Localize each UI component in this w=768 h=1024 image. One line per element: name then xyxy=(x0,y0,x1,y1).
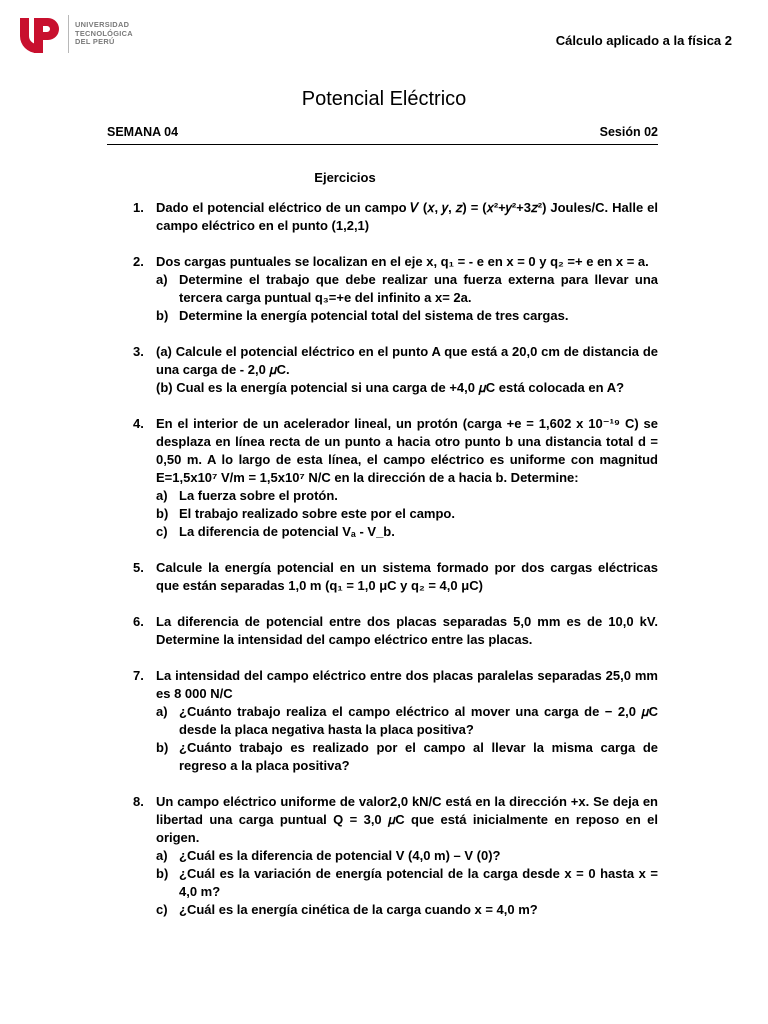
sub-question-text: Determine la energía potencial total del sistema de tres cargas. xyxy=(179,308,569,323)
exercise-text: La intensidad del campo eléctrico entre dos placas paralelas separadas 25,0 mm es 8 000 N/C xyxy=(156,668,658,701)
sub-question xyxy=(156,901,658,919)
sub-question-letter: b) xyxy=(156,866,169,881)
exercise-number: 4. xyxy=(133,416,144,431)
logo-line: DEL PERÚ xyxy=(75,37,115,47)
document-title: Potencial Eléctrico xyxy=(301,88,467,110)
exercise-number: 7. xyxy=(133,668,144,683)
week-label: SEMANA 04 xyxy=(107,125,179,139)
sub-question-text: El trabajo realizado sobre este por el campo. xyxy=(179,506,455,521)
sub-question xyxy=(156,505,658,523)
exercise-item xyxy=(133,253,658,325)
sub-question-text: La diferencia de potencial Vₐ - V_b. xyxy=(179,524,395,539)
course-name: Cálculo aplicado a la física 2 xyxy=(555,33,732,48)
exercise-item xyxy=(133,343,658,397)
sub-question-letter: a) xyxy=(156,848,168,863)
sub-question xyxy=(156,271,658,307)
exercise-item xyxy=(133,613,658,649)
sub-question-letter: b) xyxy=(156,740,169,755)
sub-question-text: ¿Cuál es la energía cinética de la carga cuando x = 4,0 m? xyxy=(179,902,538,917)
sub-question xyxy=(156,847,658,865)
exercise-text: Calcule la energía potencial en un sistema formado por dos cargas eléctricas que están separadas 1,0 m (q₁ = 1,0 μC y q₂ = 4,0 μC) xyxy=(156,560,658,593)
page-header xyxy=(0,0,768,70)
exercise-item xyxy=(133,667,658,775)
sub-question-text: ¿Cuál es la diferencia de potencial V (4,0 m) – V (0)? xyxy=(179,848,501,863)
exercise-text: Dado el potencial eléctrico de un campo 𝑉 (𝑥, 𝑦, 𝑧) = (𝑥²+𝑦²+3𝑧²) Joules/C. Halle el campo eléctrico en el punto (1,2,1) xyxy=(156,200,658,233)
session-label: Sesión 02 xyxy=(599,125,658,139)
sub-question-text: ¿Cuánto trabajo realiza el campo eléctrico al mover una carga de − 2,0 𝜇C desde la placa negativa hasta la placa positiva? xyxy=(179,704,658,737)
logo-line: UNIVERSIDAD xyxy=(75,20,130,30)
exercise-number: 5. xyxy=(133,560,144,575)
exercise-text: Dos cargas puntuales se localizan en el eje x, q₁ = - e en x = 0 y q₂ =+ e en x = a. xyxy=(156,254,649,269)
utp-logo-icon xyxy=(18,14,62,54)
exercise-item xyxy=(133,199,658,235)
sub-question-letter: b) xyxy=(156,308,169,323)
sub-question-text: La fuerza sobre el protón. xyxy=(179,488,338,503)
section-heading: Ejercicios xyxy=(314,170,376,185)
sub-question-letter: a) xyxy=(156,272,168,287)
exercise-item xyxy=(133,793,658,919)
exercise-number: 2. xyxy=(133,254,144,269)
exercise-item xyxy=(133,415,658,541)
utp-logo xyxy=(18,14,133,54)
sub-question xyxy=(156,865,658,901)
exercise-number: 1. xyxy=(133,200,144,215)
sub-question-letter: c) xyxy=(156,902,168,917)
week-session-row xyxy=(107,124,658,145)
logo-line: TECNOLÓGICA xyxy=(75,28,133,38)
sub-question xyxy=(156,487,658,505)
exercise-number: 6. xyxy=(133,614,144,629)
exercise-list xyxy=(133,199,658,937)
exercise-number: 8. xyxy=(133,794,144,809)
exercise-text: La diferencia de potencial entre dos placas separadas 5,0 mm es de 10,0 kV. Determine la intensidad del campo eléctrico entre las placas. xyxy=(156,614,658,647)
sub-question-letter: a) xyxy=(156,488,168,503)
sub-question-letter: b) xyxy=(156,506,169,521)
logo-wordmark xyxy=(75,21,133,46)
sub-question-letter: a) xyxy=(156,704,168,719)
sub-question-text: ¿Cuál es la variación de energía potencial de la carga desde x = 0 hasta x = 4,0 m? xyxy=(179,866,658,899)
sub-question xyxy=(156,523,658,541)
exercise-text: Un campo eléctrico uniforme de valor2,0 kN/C está en la dirección +x. Se deja en libertad una carga puntual Q = 3,0 𝜇C que está inicialmente en reposo en el origen. xyxy=(156,794,658,845)
exercise-text: (b) Cual es la energía potencial si una carga de +4,0 𝜇C está colocada en A? xyxy=(156,380,625,395)
sub-question-text: ¿Cuánto trabajo es realizado por el campo al llevar la misma carga de regreso a la placa positiva? xyxy=(179,740,658,773)
exercise-number: 3. xyxy=(133,344,144,359)
sub-question-letter: c) xyxy=(156,524,168,539)
exercise-text: (a) Calcule el potencial eléctrico en el punto A que está a 20,0 cm de distancia de una carga de - 2,0 𝜇C. xyxy=(156,344,658,377)
exercise-text: En el interior de un acelerador lineal, un protón (carga +e = 1,602 x 10⁻¹⁹ C) se desplaza en línea recta de un punto a hacia otro punto b una distancia total d = 0,50 m. A lo largo de esta línea, el campo eléctrico es uniforme con magnitud E=1,5x10⁷ V/m = 1,5x10⁷ N/C en la dirección de a hacia b. Determine: xyxy=(156,416,658,485)
exercise-item xyxy=(133,559,658,595)
sub-question xyxy=(156,307,658,325)
sub-question xyxy=(156,739,658,775)
logo-divider xyxy=(68,15,69,53)
sub-question xyxy=(156,703,658,739)
sub-question-text: Determine el trabajo que debe realizar una fuerza externa para llevar una tercera carga puntual q₃=+e del infinito a x= 2a. xyxy=(179,272,658,305)
